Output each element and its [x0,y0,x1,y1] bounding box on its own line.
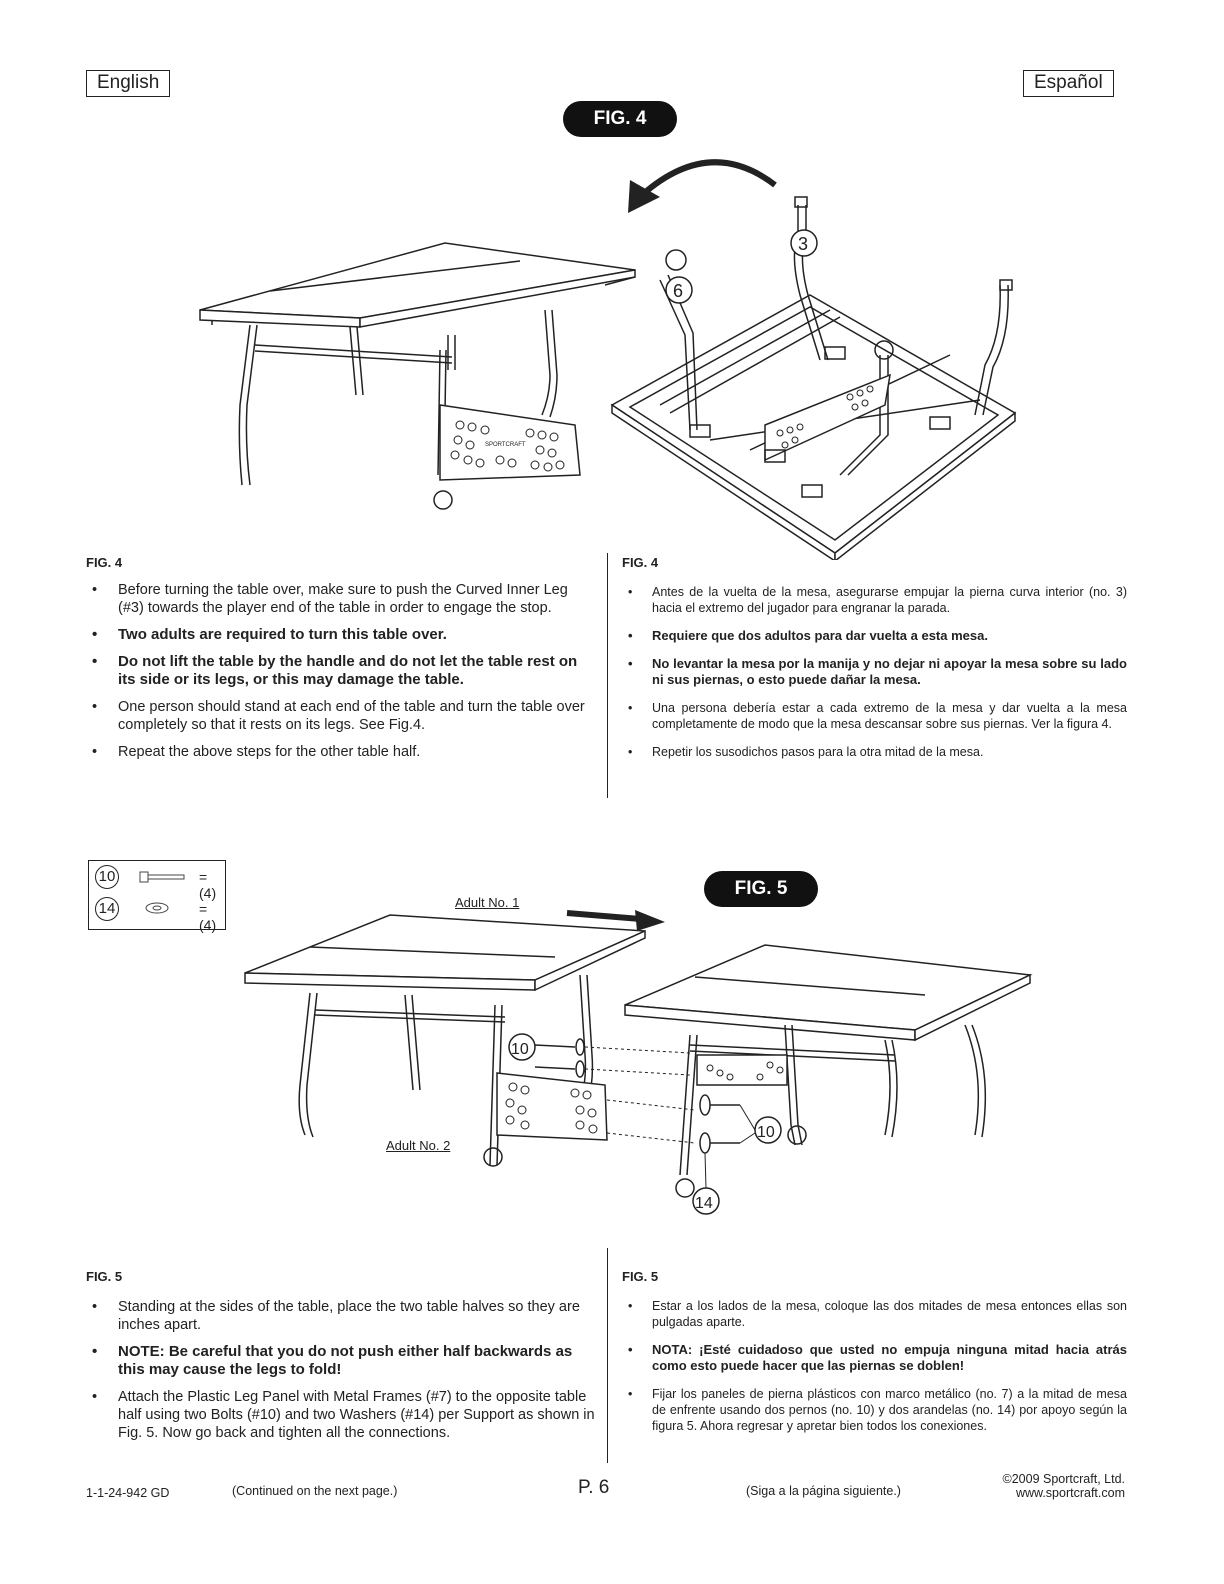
list-item: • NOTA: ¡Esté cuidadoso que usted no empuja ninguna mitad hacia atrás como esto puede hacer que las piernas se doblen! [622,1342,1127,1374]
fig4-english-label: FIG. 4 [86,555,123,570]
upright-table-half [200,243,635,509]
list-item: • No levantar la mesa por la manija y no dejar ni apoyar la mesa sobre su lado ni sus piernas, o esto puede dañar la mesa. [622,656,1127,688]
list-item: • One person should stand at each end of the table and turn the table over completely so that it rests on its legs. See Fig.4. [86,698,596,734]
page-number: P. 6 [578,1477,610,1498]
fig4-english-list [86,581,596,761]
adult-1-label: Adult No. 1 [455,895,520,910]
fig5-badge: FIG. 5 [704,871,818,907]
left-table-half [245,915,695,1166]
list-item: • Repeat the above steps for the other table half. [86,743,596,761]
document-code: 1-1-24-942 GD [86,1486,170,1500]
column-divider [607,1248,608,1463]
list-item: • Fijar los paneles de pierna plásticos con marco metálico (no. 7) a la mitad de mesa de enfrente usando dos pernos (no. 10) y dos arandelas (no. 14) por apoyo según la figura 5. Ahora regresar y apretar bien todos los conexiones. [622,1386,1127,1434]
copyright-notice: ©2009 Sportcraft, Ltd. [1002,1472,1125,1486]
list-item: • Attach the Plastic Leg Panel with Metal Frames (#7) to the opposite table half using two Bolts (#10) and two Washers (#14) per Support as shown in Fig. 5. Now go back and tighten all the connections. [86,1388,596,1442]
fig4-logo-text: SPORTCRAFT [485,442,526,448]
adult-2-label: Adult No. 2 [386,1138,451,1153]
list-item: • Before turning the table over, make sure to push the Curved Inner Leg (#3) towards the player end of the table in order to engage the stop. [86,581,596,617]
fig5-english-section [86,1269,596,1451]
fig4-english-section [86,555,596,770]
language-label-spanish: Español [1023,70,1114,97]
fig5-spanish-label: FIG. 5 [622,1269,659,1284]
list-item: • Requiere que dos adultos para dar vuelta a esta mesa. [622,628,1127,644]
fig5-callout-washer: 14 [695,1195,713,1212]
fig5-spanish-list [622,1298,1127,1434]
list-item: • Estar a los lados de la mesa, coloque las dos mitades de mesa entonces ellas son pulgadas aparte. [622,1298,1127,1330]
fig5-callout-bolt-b: 10 [757,1124,775,1141]
part-number-badge: 14 [95,897,119,921]
flipped-table-half [612,197,1015,560]
fig4-illustration [190,135,1050,560]
fig4-spanish-section [622,555,1127,772]
right-table-half [625,945,1030,1197]
part-quantity: = (4) [199,901,217,933]
list-item: • Do not lift the table by the handle and do not let the table rest on its side or its legs, or this may damage the table. [86,653,596,689]
washer-icon [144,901,170,915]
bolt-icon [139,870,187,884]
fig4-callout-leg: 3 [798,234,809,254]
push-arrow-icon [567,913,640,919]
fig5-illustration [235,905,1045,1240]
fig4-badge: FIG. 4 [563,101,677,137]
list-item: • NOTE: Be careful that you do not push either half backwards as this may cause the legs to fold! [86,1343,596,1379]
list-item: • Two adults are required to turn this table over. [86,626,596,644]
fig5-callout-bolt-a: 10 [511,1041,529,1058]
list-item: • Standing at the sides of the table, place the two table halves so they are inches apart. [86,1298,596,1334]
fig5-english-label: FIG. 5 [86,1269,123,1284]
list-item: • Una persona debería estar a cada extremo de la mesa y dar vuelta a la mesa completamente de modo que la mesa descansar sobre sus piernas. Ver la figura 4. [622,700,1127,732]
fig5-spanish-section [622,1269,1127,1446]
continued-note-spanish: (Siga a la página siguiente.) [746,1484,901,1498]
fig4-callout-wheel: 6 [673,281,684,301]
list-item: • Antes de la vuelta de la mesa, asegurarse empujar la pierna curva interior (no. 3) hacia el extremo del jugador para engranar la parada. [622,584,1127,616]
rotation-arrow-icon [642,162,775,195]
part-quantity: = (4) [199,869,217,901]
language-label-english: English [86,70,170,97]
column-divider [607,553,608,798]
fig4-spanish-list [622,584,1127,760]
fig5-english-list [86,1298,596,1442]
continued-note-english: (Continued on the next page.) [232,1484,398,1498]
part-number-badge: 10 [95,865,119,889]
list-item: • Repetir los susodichos pasos para la otra mitad de la mesa. [622,744,1127,760]
website-link[interactable]: www.sportcraft.com [1015,1486,1125,1500]
fig4-spanish-label: FIG. 4 [622,555,659,570]
parts-box [88,860,226,933]
